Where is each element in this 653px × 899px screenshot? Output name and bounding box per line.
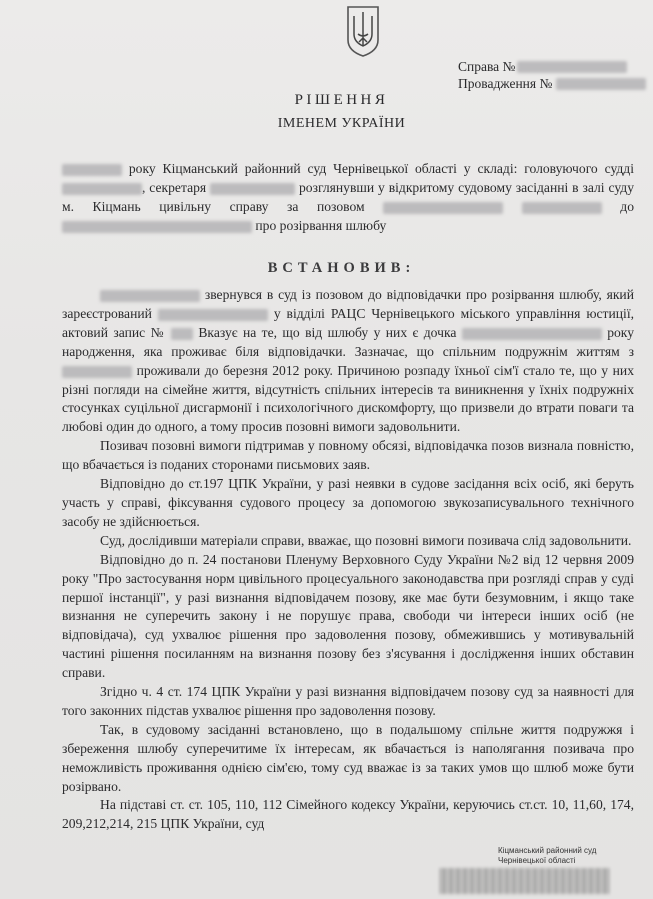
redacted-plaintiff-name-2	[522, 202, 602, 214]
section-heading: ВСТАНОВИВ:	[267, 260, 416, 276]
intro-paragraph	[62, 160, 634, 236]
redacted-secretary-name	[210, 183, 295, 195]
court-stamp	[498, 846, 596, 866]
redacted-defendant	[62, 366, 132, 378]
decision-body	[62, 286, 634, 834]
redacted-judge-name	[62, 183, 142, 195]
document-subtitle: ІМЕНЕМ УКРАЇНИ	[277, 116, 406, 131]
paragraph-1-text-c: Вказує на те, що від шлюбу у них є дочка	[198, 324, 457, 340]
redacted-plaintiff	[100, 290, 200, 302]
paragraph-2: Позивач позовні вимоги підтримав у повному обсязі, відповідачка позов визнала повністю, що вбачається із поданих сторонами письмових заяв.	[62, 438, 634, 473]
paragraph-1-text-b: у відділі РАЦС Чернівецького міського управління юстиції, актовий запис №	[62, 305, 634, 340]
redacted-defendant-name	[62, 221, 252, 233]
intro-versus: до	[620, 198, 635, 214]
intro-line-2: розглянувши у відкритому судовому	[298, 179, 512, 195]
barcode	[440, 868, 610, 894]
redacted-date	[62, 164, 122, 176]
paragraph-1-text-e: проживали до березня 2012 року. Причиною розпаду їхньої сім'ї стало те, що у них різні погляди на сімейне життя, відсутність спільних інтересів та виникнення у їхніх подружніх стосунках суцільної дисгармонії і психологічного дискомфорту, що призвели до втрати поваги та любові один до одного, а тому просив позовні вимоги задовольнити.	[62, 362, 634, 435]
paragraph-5: Відповідно до п. 24 постанови Пленуму Верховного Суду України №2 від 12 червня 2009 року "Про застосування норм цивільного процесуального законодавства при розгляді справ у суді першої інстанції", у разі визнання відповідачем позову, яке має бути безумовним, і якщо таке визнання не суперечить закону і не порушує права, свободи чи інтереси інших осіб (не відповідача), суд ухвалює рішення про задоволення позову, обмежившись у мотивувальній частині рішення посиланням на визнання позову без з'ясування і дослідження інших обставин справи.	[62, 551, 634, 681]
paragraph-4: Суд, дослідивши матеріали справи, вважає, що позовні вимоги позивача слід задовольнити.	[100, 532, 632, 548]
intro-judge-label: судді	[604, 161, 634, 176]
paragraph-8: На підставі ст. ст. 105, 110, 112 Сімейного кодексу України, керуючись ст.ст. 10, 11,60, 174, 209,212,214, 215 ЦПК України, суд	[62, 797, 634, 832]
proceedings-number-label: Провадження №	[458, 76, 553, 91]
paragraph-6: Згідно ч. 4 ст. 174 ЦПК України у разі визнання відповідачем позову суд за наявності для того законних підстав ухвалює рішення про задоволення позову.	[62, 684, 634, 718]
document-title: РІШЕННЯ	[294, 92, 389, 108]
redacted-record-number	[171, 328, 193, 340]
case-info	[458, 58, 646, 92]
case-number-label: Справа №	[458, 59, 516, 74]
redacted-daughter-name	[462, 328, 602, 340]
intro-line-1: року Кіцманський районний суд Чернівецької області у складі: головуючого	[128, 161, 598, 176]
intro-secretary-label: , секретаря	[142, 179, 207, 195]
paragraph-3: Відповідно до ст.197 ЦПК України, у разі неявки в судове засідання всіх осіб, які беруть участь у справі, фіксування судового процесу за допомогою звукозаписувального технічного засобу не здійснюється.	[62, 476, 634, 529]
redacted-registration-date	[158, 309, 268, 321]
stamp-line-2: Чернівецької області	[498, 856, 576, 865]
tryzub-coat-of-arms-icon	[345, 4, 381, 58]
paragraph-1	[62, 286, 634, 437]
paragraph-1-text-d: року народження, яка проживає біля відповідачки. Зазначає, що спільним подружнім життям з	[62, 324, 635, 359]
redacted-proceedings-number	[556, 78, 646, 90]
paragraph-7: Так, в судовому засіданні встановлено, що в подальшому спільне життя подружжя і збереження шлюбу суперечитиме їх інтересам, як вбачається із наполягання позивача про неможливість проживання однією сім'єю, тому суд вважає із за таких умов що шлюб може бути розірвано.	[62, 721, 634, 794]
redacted-case-number	[517, 61, 627, 73]
intro-line-3: засіданні в залі суду м. Кіцмань цивільну справу за позовом	[62, 179, 634, 214]
stamp-line-1: Кіцманський районний суд	[498, 846, 597, 855]
intro-subject: про розірвання шлюбу	[255, 217, 387, 233]
redacted-plaintiff-name	[383, 202, 503, 214]
paragraph-1-text-a: звернувся в суд із позовом до відповідачки про розірвання шлюбу, який зареєстрований	[62, 287, 634, 321]
